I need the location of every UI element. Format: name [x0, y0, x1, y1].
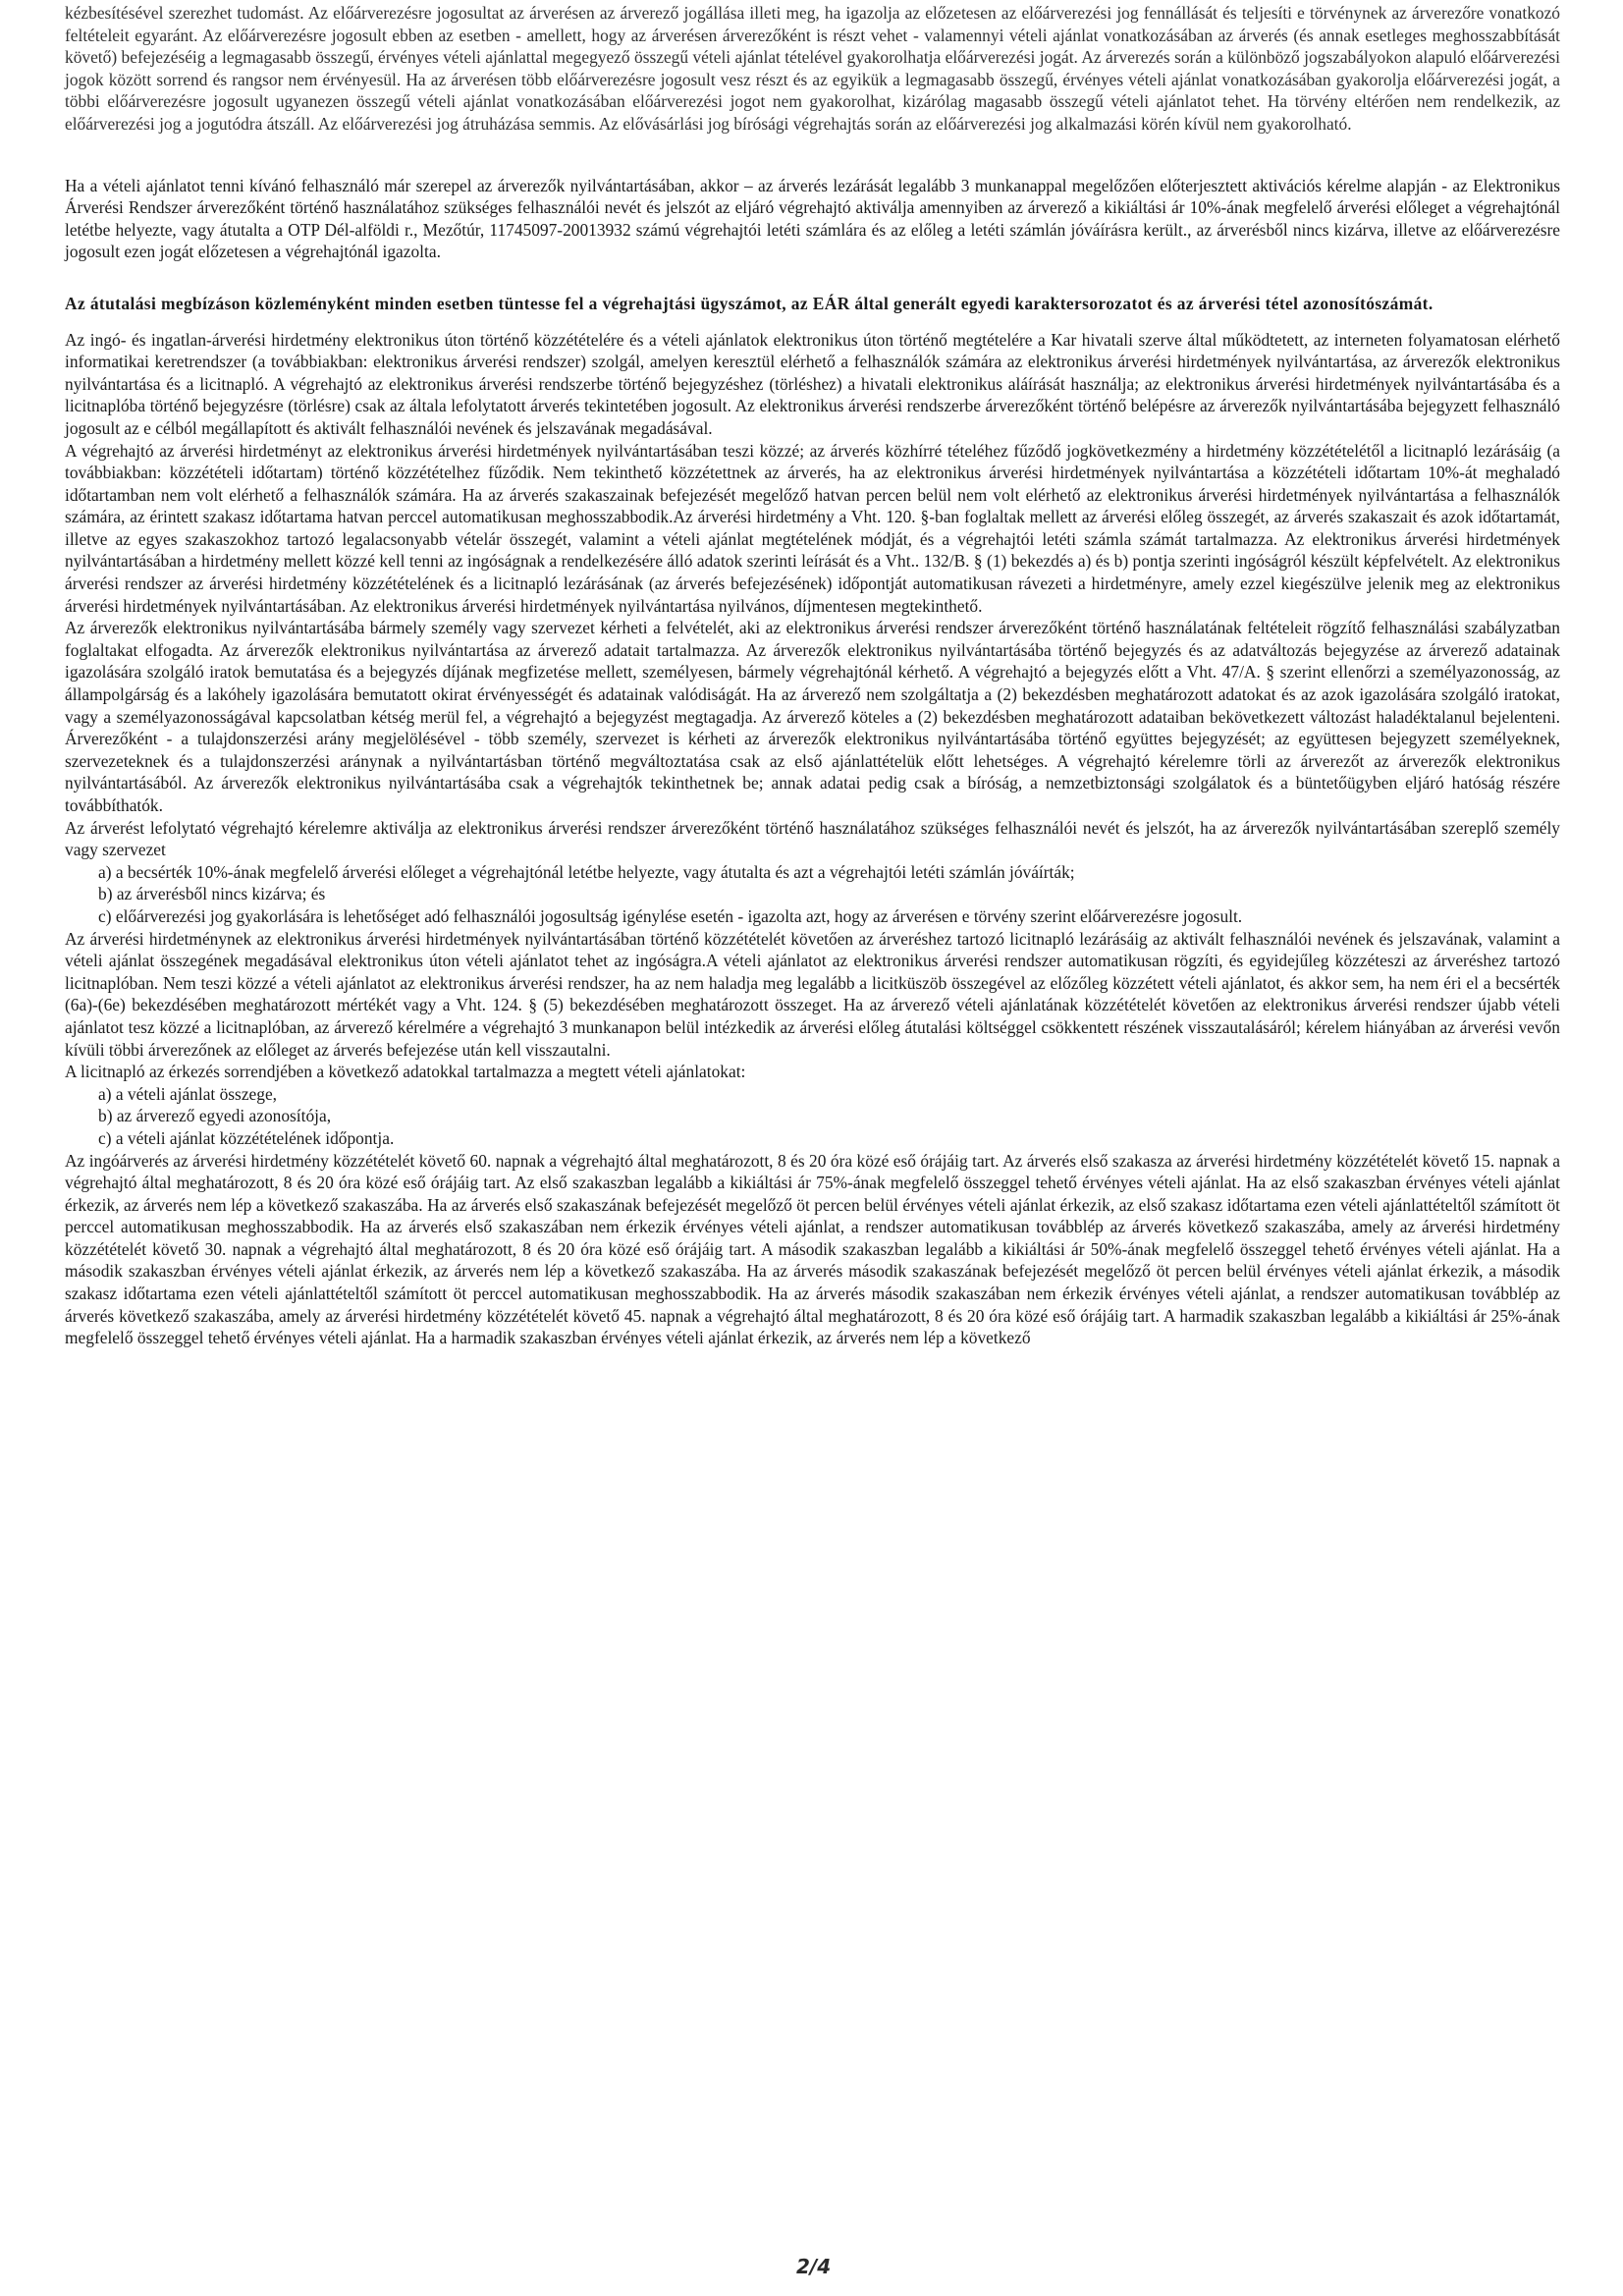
paragraph-bidder-registry: Az árverezők elektronikus nyilvántartásába bármely személy vagy szervezet kérheti a felvételét, aki az elektronikus árverési rendszer árverezőként történő használatának feltételeit rögzítő felhasználási szabályzatban foglaltakat elfogadta. Az árverezők elektronikus nyilvántartása az árverező adatait tartalmazza. Az árverezők elektronikus nyilvántartásába történő bejegyzés és az adatváltozás bejegyzése az árverező adatainak igazolására szolgáló iratok bemutatása és a bejegyzés díjának megfizetése mellett, személyesen, bármely végrehajtónál kérhető. A végrehajtó a bejegyzés előtt a Vht. 47/A. § szerint ellenőrzi a személyazonosság, az állampolgárság és a lakóhely igazolására bemutatott okirat érvényességét és adatainak valódiságát. Ha az árverező nem szolgáltatja a (2) bekezdésben meghatározott adatokat és az azok igazolására szolgáló iratokat, vagy a személyazonosságával kapcsolatban kétség merül fel, a végrehajtó a bejegyzést megtagadja. Az árverező köteles a (2) bekezdésben meghatározott adataiban bekövetkezett változást haladéktalanul bejelenteni. Árverezőként - a tulajdonszerzési arány megjelölésével - több személy, szervezet is kérheti az árverezők elektronikus nyilvántartásába történő együttes bejegyzését; az együttesen bejegyzett személyeknek, szervezeteknek és a tulajdonszerzési aránynak a nyilvántartásban történő megváltoztatása csak az első ajánlattételük előtt lehetséges. A végrehajtó kérelemre törli az árverezőt az árverezők elektronikus nyilvántartásából. Az árverezők elektronikus nyilvántartásába csak a végrehajtók tekinthetnek be; annak adatai pedig csak a bíróság, a nemzetbiztonsági szolgálatok és a büntetőügyben eljáró hatóság részére továbbíthatók.	[65, 618, 1560, 815]
paragraph-pre-bidding-rights: kézbesítésével szerezhet tudomást. Az előárverezésre jogosultat az árverésen az árverező jogállása illeti meg, ha igazolja az előzetesen az előárverezési jog fennállását és teljesíti e törvénynek az árverezőre vonatkozó feltételeit egyaránt. Az előárverezésre jogosult ebben az esetben - amellett, hogy az árverésen árverezőként is részt vehet - valamennyi vételi ajánlat vonatkozásában az árverés (és annak esetleges meghosszabbítását követő) befejezéséig a legmagasabb összegű, érvényes vételi ajánlattal megegyező összegű vételi ajánlat tételével gyakorolhatja előárverezési jogát. Az árverezés során a különböző jogszabályokon alapuló előárverezési jogok között sorrend és rangsor nem érvényesül. Ha az árverésen több előárverezésre jogosult vesz részt és az egyikük a legmagasabb összegű, érvényes vételi ajánlat vonatkozásában gyakorolja előárverezési jogát, a többi előárverezésre jogosult ugyanezen összegű vételi ajánlat vonatkozásában előárverezési jogot nem gyakorolhat, kizárólag magasabb összegű vételi ajánlatot tehet. Ha törvény eltérően nem rendelkezik, az előárverezési jog a jogutódra átszáll. Az előárverezési jog átruházása semmis. Az elővásárlási jog bírósági végrehajtás során az előárverezési jog alkalmazási körén kívül nem gyakorolható.	[65, 3, 1560, 134]
list-item-pre-bidding-proof: c) előárverezési jog gyakorlására is lehetőséget adó felhasználói jogosultság igénylése esetén - igazolta azt, hogy az árverésen e törvény szerint előárverezésre jogosult.	[98, 905, 1243, 926]
list-item-not-excluded: b) az árverésből nincs kizárva; és	[98, 884, 326, 904]
list-item-bid-time: c) a vételi ajánlat közzétételének időpontja.	[98, 1127, 395, 1148]
paragraph-auction-stages: Az ingóárverés az árverési hirdetmény közzétételét követő 60. napnak a végrehajtó által meghatározott, 8 és 20 óra közé eső órájáig tart. Az árverés első szakasza az árverési hirdetmény közzétételét követő 15. napnak a végrehajtó által meghatározott, 8 és 20 óra közé eső órájáig tart. Az első szakaszban legalább a kikiáltási ár 75%-ának megfelelő összeggel tehető érvényes vételi ajánlat. Ha az első szakaszban érvényes vételi ajánlat érkezik, az árverés nem lép a következő szakaszába. Ha az árverés első szakaszának befejezését megelőző öt percen belül érvényes vételi ajánlat érkezik, az első szakasz időtartama ezen vételi ajánlattételtől számított öt perccel automatikusan meghosszabbodik. Ha az árverés első szakaszában nem érkezik érvényes vételi ajánlat, a rendszer automatikusan továbblép az árverés következő szakaszába, amely az árverési hirdetmény közzétételét követő 30. napnak a végrehajtó által meghatározott, 8 és 20 óra közé eső órájáig tart. A második szakaszban legalább a kikiáltási ár 50%-ának megfelelő összeggel tehető érvényes vételi ajánlat. Ha a második szakaszban érvényes vételi ajánlat érkezik, az árverés nem lép a következő szakaszába. Ha az árverés második szakaszának befejezését megelőző öt percen belül érvényes vételi ajánlat érkezik, a második szakasz időtartama ezen vételi ajánlattételtől számított öt perccel automatikusan meghosszabbodik. Ha az árverés második szakaszában nem érkezik érvényes vételi ajánlat, a rendszer automatikusan továbblép az árverés következő szakaszába, amely az árverési hirdetmény közzétételét követő 45. napnak a végrehajtó által meghatározott, 8 és 20 óra közé eső órájáig tart. A harmadik szakaszban legalább a kikiáltási ár 25%-ának megfelelő összeggel tehető érvényes vételi ajánlat. Ha a harmadik szakaszban érvényes vételi ajánlat érkezik, az árverés nem lép a következő	[65, 1150, 1560, 1348]
list-item-bidder-id: b) az árverező egyedi azonosítója,	[98, 1106, 332, 1126]
list-item-bid-amount: a) a vételi ajánlat összege,	[98, 1083, 278, 1104]
list-item-deposit: a) a becsérték 10%-ának megfelelő árverési előleget a végrehajtónál letétbe helyezte, vagy átutalta és azt a végrehajtói letéti számlán jóváírták;	[98, 861, 1075, 882]
paragraph-auction-announcement: A végrehajtó az árverési hirdetményt az elektronikus árverési hirdetmények nyilvántartásában teszi közzé; az árverés közhírré tételéhez fűződő jogkövetkezmény a hirdetmény közzétételétől a licitnapló lezárásáig (a továbbiakban: közzétételi időtartam) történő közzétételhez fűződik. Nem tekinthető közzétettnek az árverés, ha az elektronikus árverési hirdetmények nyilvántartása a közzétételi időtartam 10%-át meghaladó időtartamban nem volt elérhető a felhasználók számára. Ha az árverés szakaszainak befejezését megelőző hatvan percen belül nem volt elérhető az elektronikus árverési hirdetmények nyilvántartása a felhasználók számára, az érintett szakasz időtartama hatvan perccel automatikusan meghosszabbodik.Az árverési hirdetmény a Vht. 120. §-ban foglaltak mellett az árverési előleg összegét, az árverés szakaszait és azok időtartamát, illetve az egyes szakaszokhoz tartozó legalacsonyabb vételár összegét, valamint a vételi ajánlat megtételének módját, és a végrehajtói letéti számla számát tartalmazza. Az elektronikus árverési hirdetmények nyilvántartásában a hirdetmény mellett közzé kell tenni az ingóságnak a rendelkezésére álló adatok szerinti leírását és a Vht.. 132/B. § (1) bekezdés a) és b) pontja szerinti ingóságról készült képfelvételt. Az elektronikus árverési rendszer az árverési hirdetmény közzétételének és a licitnapló lezárásának (az árverés befejezésének) időpontját automatikusan rávezeti a hirdetményre, amely ezzel kiegészülve jelenik meg az elektronikus árverési hirdetmények nyilvántartásában. Az elektronikus árverési hirdetmények nyilvántartása nyilvános, díjmentesen megtekinthető.	[65, 440, 1560, 616]
paragraph-bid-log-intro: A licitnapló az érkezés sorrendjében a következő adatokkal tartalmazza a megtett vételi ajánlatokat:	[65, 1062, 746, 1082]
paragraph-bidder-activation: Ha a vételi ajánlatot tenni kívánó felhasználó már szerepel az árverezők nyilvántartásában, akkor – az árverés lezárását legalább 3 munkanappal megelőzően előterjesztett aktivációs kérelme alapján - az Elektronikus Árverési Rendszer árverezőként történő használatához szükséges felhasználói nevét és jelszót az eljáró végrehajtó aktiválja amennyiben az árverező a kikiáltási ár 10%-ának megfelelő árverési előleget a végrehajtónál letétbe helyezte, vagy átutalta a OTP Dél-alföldi r., Mezőtúr, 11745097-20013932 számú végrehajtói letéti számlára és az előleg a letéti számlán jóváírásra került., az árverésből nincs kizárva, illetve az előárverezésre jogosult ezen jogát előzetesen a végrehajtónál igazolta.	[65, 175, 1560, 262]
paragraph-online-bidding: Az árverési hirdetménynek az elektronikus árverési hirdetmények nyilvántartásában történő közzétételét követően az árveréshez tartozó licitnapló lezárásáig az aktivált felhasználói nevének és jelszavának, valamint a vételi ajánlat összegének megadásával elektronikus úton vételi ajánlatot tehet az ingóságra.A vételi ajánlatot az elektronikus árverési rendszer automatikusan rögzíti, és egyidejűleg közzéteszi az árveréshez tartozó licitnaplóban. Nem teszi közzé a vételi ajánlatot az elektronikus árverési rendszer, ha az nem haladja meg legalább a licitküszöb összegével az előzőleg közzétett vételi ajánlatot, és akkor sem, ha nem éri el a becsérték (6a)-(6e) bekezdésében meghatározott mértékét vagy a Vht. 124. § (5) bekezdésében meghatározott összeget. Ha az árverező vételi ajánlatának közzétételét követően az elektronikus árverési rendszer újabb vételi ajánlatot tesz közzé a licitnaplóban, az árverező kérelmére a végrehajtó 3 munkanapon belül intézkedik az árverési előleg átutalási költséggel csökkentett részének visszautalásáról; kérelem hiányában az árverési vevőn kívüli többi árverezőnek az előleget az árverés befejezése után kell visszautalni.	[65, 928, 1560, 1060]
paragraph-activation-conditions: Az árverést lefolytató végrehajtó kérelemre aktiválja az elektronikus árverési rendszer árverezőként történő használatához szükséges felhasználói nevét és jelszót, ha az árverezők nyilvántartásában szereplő személy vagy szervezet	[65, 817, 1560, 860]
page-number: 2/4	[793, 2255, 834, 2278]
paragraph-electronic-system: Az ingó- és ingatlan-árverési hirdetmény elektronikus úton történő közzétételére és a vételi ajánlatok elektronikus úton történő megtételére a Kar hivatali szerve által működtetett, az interneten folyamatosan elérhető informatikai keretrendszer (a továbbiakban: elektronikus árverési rendszer) szolgál, amelyen keresztül elérhető a felhasználók számára az elektronikus árverési hirdetmények nyilvántartása, az árverezők elektronikus nyilvántartása és a licitnapló. A végrehajtó az elektronikus árverési rendszerbe történő bejegyzéshez (törléshez) a hivatali elektronikus aláírását használja; az elektronikus árverési hirdetmények nyilvántartásába és a licitnaplóba történő bejegyzésre (törlésre) csak az általa lefolytatott árverés tekintetében jogosult. Az elektronikus árverési rendszerbe árverezőként történő belépésre az árverezők nyilvántartásába bejegyzett felhasználó jogosult az e célból megállapított és aktivált felhasználói nevének és jelszavának megadásával.	[65, 329, 1560, 438]
paragraph-transfer-notice: Az átutalási megbízáson közleményként minden esetben tüntesse fel a végrehajtási ügyszámot, az EÁR által generált egyedi karaktersorozatot és az árverési tétel azonosítószámát.	[65, 293, 1434, 313]
